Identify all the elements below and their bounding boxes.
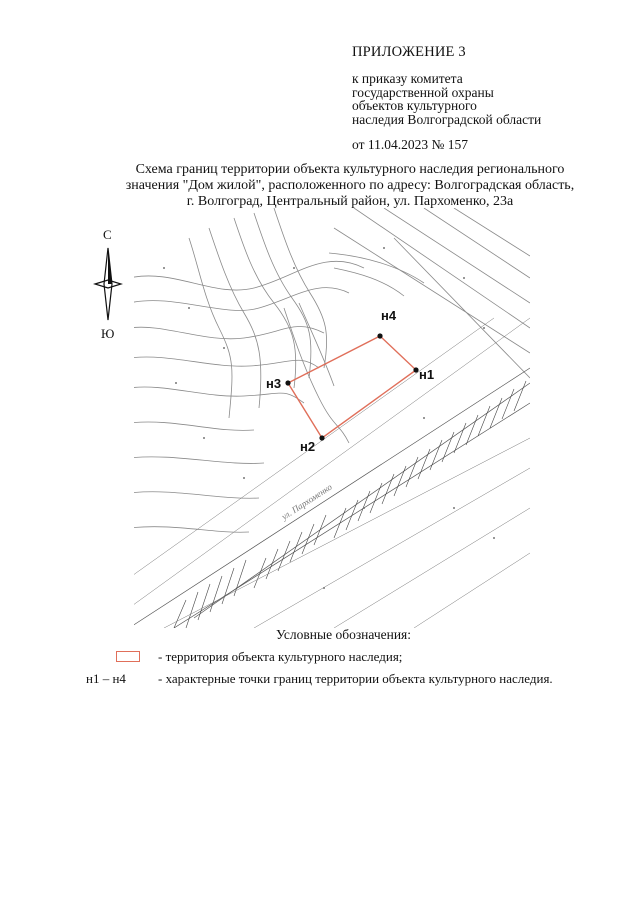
order-date: от 11.04.2023 № 157 xyxy=(352,137,468,152)
contour-line xyxy=(454,208,530,256)
order-line: к приказу комитета xyxy=(352,71,463,86)
embankment-hatching xyxy=(134,318,530,628)
compass-north-label: С xyxy=(103,227,112,242)
boundary-point-n1 xyxy=(413,367,418,372)
contour-line xyxy=(209,228,261,408)
boundary-point-label: н2 xyxy=(300,439,316,454)
compass-south-label: Ю xyxy=(101,326,115,341)
contour-line xyxy=(424,208,530,278)
order-reference xyxy=(352,72,541,126)
boundary-point-n4 xyxy=(377,333,382,338)
legend-point-symbol: н1 – н4 xyxy=(86,671,126,686)
scheme-title-line: г. Волгоград, Центральный район, ул. Пархоменко, 23а xyxy=(186,194,514,209)
order-line: наследия Волгоградской области xyxy=(352,111,542,127)
legend-item-text: - характерные точки границ территории объекта культурного наследия. xyxy=(158,671,553,686)
contour-line xyxy=(254,213,311,378)
scheme-title-line: значения "Дом жилой", расположенного по адресу: Волгоградская область, xyxy=(125,178,575,193)
boundary-point-label: н4 xyxy=(381,308,397,323)
contour-line xyxy=(134,457,264,464)
boundary-point-label: н1 xyxy=(419,367,435,382)
contour-line xyxy=(134,357,319,368)
order-line: государственной охраны xyxy=(352,84,494,100)
contour-line xyxy=(134,422,254,430)
legend-item-text: - территория объекта культурного наследия; xyxy=(158,649,403,664)
contour-line xyxy=(134,288,349,311)
boundary-point-n2 xyxy=(319,435,324,440)
boundary-point-n3 xyxy=(285,380,290,385)
contour-line xyxy=(329,253,424,283)
contour-line xyxy=(189,238,232,418)
scheme-title-line: Схема границ территории объекта культурного наследия регионального xyxy=(135,162,565,177)
street-label: ул. Пархоменко xyxy=(279,481,334,522)
legend-title: Условные обозначения: xyxy=(276,627,412,642)
topographic-map xyxy=(134,208,530,628)
legend-boundary-swatch xyxy=(116,651,140,662)
contour-line xyxy=(284,308,349,443)
contour-line xyxy=(134,492,259,498)
compass-arrow-icon xyxy=(93,246,123,322)
scheme-title xyxy=(95,162,605,210)
contour-line xyxy=(134,261,364,290)
contour-line xyxy=(134,327,324,339)
appendix-title: ПРИЛОЖЕНИЕ 3 xyxy=(352,44,466,60)
order-line: объектов культурного xyxy=(352,98,477,113)
contour-line xyxy=(334,268,404,296)
contour-line xyxy=(384,208,530,303)
boundary-point-label: н3 xyxy=(266,376,282,391)
contour-line xyxy=(334,228,530,353)
contour-line xyxy=(299,303,334,386)
contour-line xyxy=(134,527,249,533)
